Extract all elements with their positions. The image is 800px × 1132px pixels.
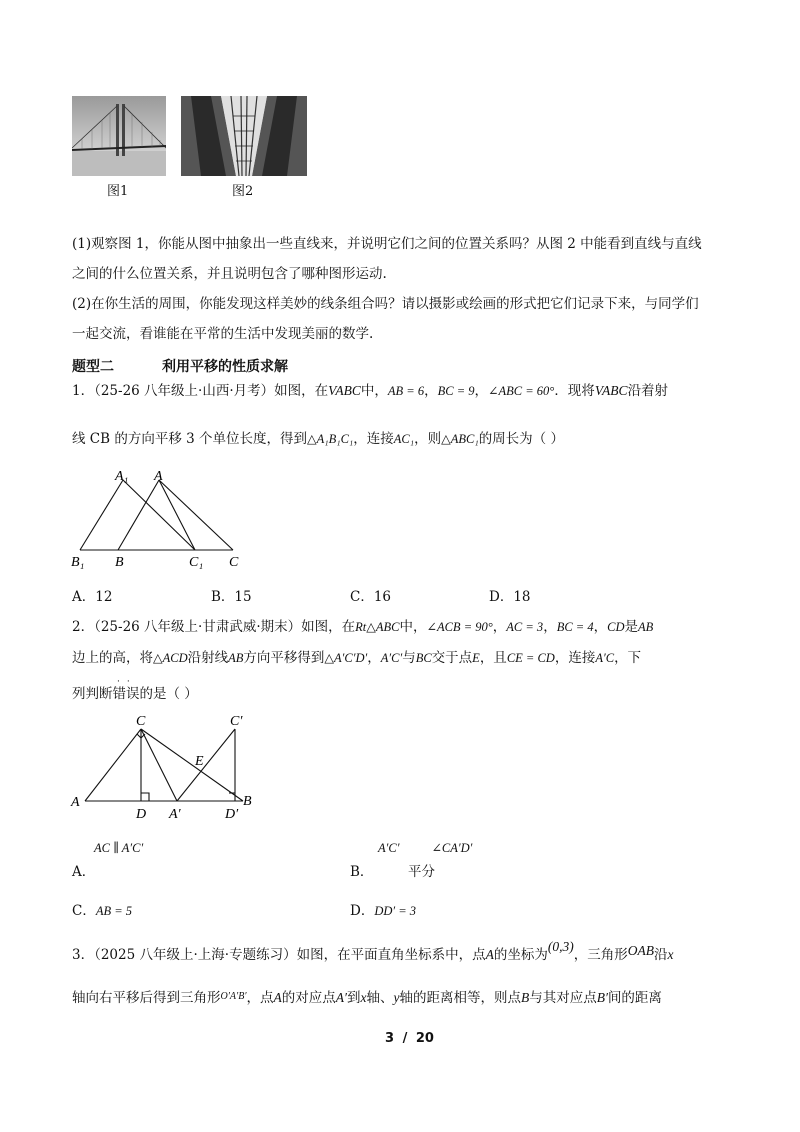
page-current: 3 [385, 1031, 395, 1046]
q2-text-i: 交于点 [431, 650, 473, 666]
q2-label-b: B [243, 794, 252, 809]
q2-ab-2: AB [228, 651, 244, 665]
q1-label-a: A [154, 469, 163, 484]
q2-ac: AC = 3 [506, 620, 544, 634]
q2-choice-b-mid: 平分 [408, 864, 435, 880]
q2-sep3: ， [593, 619, 608, 635]
q3-text-h: 到 [346, 990, 361, 1006]
q1-label-b1: B₁ [71, 555, 85, 570]
q2-choice-c[interactable] [72, 905, 132, 919]
q2-ce-eq-cd: CE = CD [506, 651, 555, 665]
q2-a-prime-c: A′C [595, 651, 615, 665]
q2-text-f: 方向平移得到 [243, 650, 325, 666]
page-number [385, 1032, 434, 1045]
q1-text-e: 线 CB 的方向平移 3 个单位长度，得到 [72, 431, 308, 447]
q1-label-c: C [229, 555, 239, 570]
escalator-photo [181, 96, 307, 176]
bridge-photo [72, 96, 166, 176]
q2-choice-c-math: AB = 5 [95, 904, 133, 918]
q2-seg-ca-prime [141, 729, 177, 801]
page-total: 20 [415, 1031, 434, 1046]
q2-choice-c-prefix: C． [72, 903, 96, 919]
q1-label-c1: C₁ [189, 555, 204, 570]
q2-cd: CD [607, 620, 625, 634]
q2-emphasis-dots: ·· [117, 677, 137, 687]
q2-bc: BC = 4 [556, 620, 594, 634]
q1-ac1: AC₁ [393, 432, 415, 446]
q3-point-b-prime: B′ [596, 990, 608, 1005]
q2-choice-b-math2: ∠CA′D′ [431, 841, 473, 855]
q3-coord: (0,3) [547, 939, 574, 954]
q1-figure [65, 468, 255, 578]
q3-text-d: 沿 [653, 947, 668, 963]
q3-line2 [72, 991, 662, 1006]
q1-angle: ∠ABC = 60° [488, 384, 555, 398]
q2-choice-a-prefix[interactable]: A． [72, 864, 96, 880]
q1-text-a: 1．（25-26 八年级上·山西·月考）如图，在 [72, 383, 329, 399]
q2-text-h: 与 [402, 650, 416, 666]
q2-choice-a-math: AC ∥ A′C′ [94, 841, 144, 855]
q2-text-j: ，且 [479, 650, 507, 666]
q1-text-f: ，连接 [353, 431, 394, 447]
q3-text-k: 与其对应点 [529, 990, 597, 1006]
q3-x-2: x [360, 990, 367, 1005]
q3-text-f: ，点 [246, 990, 274, 1006]
q1-sep2: ， [474, 383, 489, 399]
q2-text-g: ， [367, 650, 381, 666]
q3-point-a: A [485, 947, 494, 962]
q3-text-e: 轴向右平移后得到三角形 [72, 990, 221, 1006]
q1-seg-ac [159, 480, 233, 550]
section-label: 题型二 [72, 359, 114, 375]
q2-figure [65, 708, 265, 833]
q1-triangle-abc1: △ABC₁ [441, 432, 479, 446]
activity-p2-line2: 一起交流，看谁能在平常的生活中发现美丽的数学. [72, 326, 374, 342]
q3-text-a: 3．（2025 八年级上·上海·专题练习）如图，在平面直角坐标系中，点 [72, 947, 486, 963]
q2-right-angle-d [141, 793, 149, 801]
q2-angle: ∠ACB = 90° [426, 620, 493, 634]
activity-p2-line1: (2)在你生活的周围，你能发现这样美妙的线条组合吗？请以摄影或绘画的形式把它们记录下来，与同学们 [72, 296, 699, 312]
q1-triangle-a1b1c1: △A₁B₁C₁ [307, 432, 354, 446]
q1-bc: BC = 9 [437, 384, 475, 398]
q2-sep1: ， [492, 619, 507, 635]
q2-rt-triangle: Rt△ABC [355, 620, 400, 634]
q2-text-d: 边上的高，将 [72, 650, 153, 666]
q1-choice-b[interactable]: B．15 [211, 589, 252, 605]
q1-label-b: B [115, 555, 124, 570]
figure-1-caption: 图1 [107, 184, 129, 199]
q2-ac-prime: A′C′ [380, 651, 403, 665]
q2-text-l: ，下 [614, 650, 642, 666]
q1-label-a1: A₁ [115, 469, 129, 484]
q3-text-c: ，三角形 [573, 947, 628, 963]
q2-text-b: 中， [399, 619, 427, 635]
q3-text-i: 轴、 [366, 990, 394, 1006]
q2-label-d: D [136, 807, 147, 822]
q3-text-l: 间的距离 [607, 990, 662, 1006]
q2-line3: 列判断错误的是（ ） [72, 686, 198, 702]
q1-triangle-abc: VABC [328, 383, 361, 398]
q1-text-d: 沿着射 [627, 383, 669, 399]
q2-label-d-prime: D′ [225, 807, 239, 822]
q1-seg-ab [118, 480, 159, 550]
q1-triangle-abc-2: VABC [594, 383, 628, 398]
q2-sep2: ， [543, 619, 557, 635]
q2-seg-ac [85, 729, 141, 801]
activity-p1-line2: 之间的什么位置关系，并且说明包含了哪种图形运动. [72, 266, 387, 282]
figure-2-caption: 图2 [232, 184, 254, 199]
q2-choice-d-math: DD′ = 3 [374, 904, 417, 918]
q1-choice-d[interactable]: D．18 [489, 589, 531, 605]
q1-choice-c[interactable]: C．16 [350, 589, 392, 605]
q1-text-b: 中， [360, 383, 388, 399]
q2-label-a-prime: A′ [169, 807, 181, 822]
q1-line2 [72, 433, 564, 447]
q2-point-e: E [472, 651, 480, 665]
q3-text-b: 的坐标为 [493, 947, 548, 963]
q2-text-c: 是 [624, 619, 638, 635]
q2-choice-d[interactable] [350, 905, 416, 919]
q3-text-g: 的对应点 [281, 990, 336, 1006]
q2-text-e: 沿射线 [187, 650, 229, 666]
q2-seg-a-prime-c-prime [177, 729, 235, 801]
q1-ab: AB = 6 [387, 384, 425, 398]
q1-text-c: ．现将 [554, 383, 595, 399]
q1-choice-a[interactable]: A．12 [72, 589, 113, 605]
page-separator: / [402, 1031, 408, 1046]
section-title: 利用平移的性质求解 [162, 359, 288, 375]
q2-label-e: E [195, 754, 204, 769]
q2-choice-b-math1: A′C′ [378, 841, 400, 855]
q2-label-c-prime: C′ [230, 714, 243, 729]
q1-line1 [72, 384, 668, 399]
q2-triangle-acd: △ACD [153, 651, 188, 665]
q3-oab: OAB [627, 943, 654, 958]
q1-text-g: ，则 [414, 431, 442, 447]
q3-point-a-2: A [273, 990, 282, 1005]
q2-line1 [72, 621, 653, 635]
q2-line2 [72, 652, 641, 666]
activity-p1-line1: (1)观察图 1，你能从图中抽象出一些直线来，并说明它们之间的位置关系吗？从图 2 中能看到直线与直线 [72, 236, 702, 252]
q1-seg-ac1 [159, 480, 195, 550]
q3-text-j: 轴的距离相等，则点 [399, 990, 521, 1006]
q3-x: x [667, 947, 674, 962]
q2-seg-cb [141, 729, 243, 801]
q2-bc-2: BC [415, 651, 432, 665]
q2-label-a: A [71, 795, 80, 810]
q2-choice-b-prefix[interactable]: B． [350, 864, 374, 880]
q2-label-c: C [136, 714, 146, 729]
q2-choice-d-prefix: D． [350, 903, 375, 919]
q3-oab-prime: O′A′B′ [220, 991, 247, 1002]
q1-sep1: ， [424, 383, 438, 399]
q2-triangle-acd-prime: △A′C′D′ [324, 651, 368, 665]
q3-point-b: B [520, 990, 530, 1005]
q1-seg-a1c1 [123, 480, 195, 550]
q1-text-h: 的周长为（ ） [478, 431, 564, 447]
q3-y: y [393, 990, 400, 1005]
q3-line1 [72, 939, 674, 963]
q1-seg-a1b1 [80, 480, 123, 550]
q2-text-k: ，连接 [554, 650, 596, 666]
q2-text-a: 2．（25-26 八年级上·甘肃武威·期末）如图，在 [72, 619, 356, 635]
q3-point-a-prime: A′ [335, 990, 347, 1005]
q2-ab: AB [637, 620, 654, 634]
